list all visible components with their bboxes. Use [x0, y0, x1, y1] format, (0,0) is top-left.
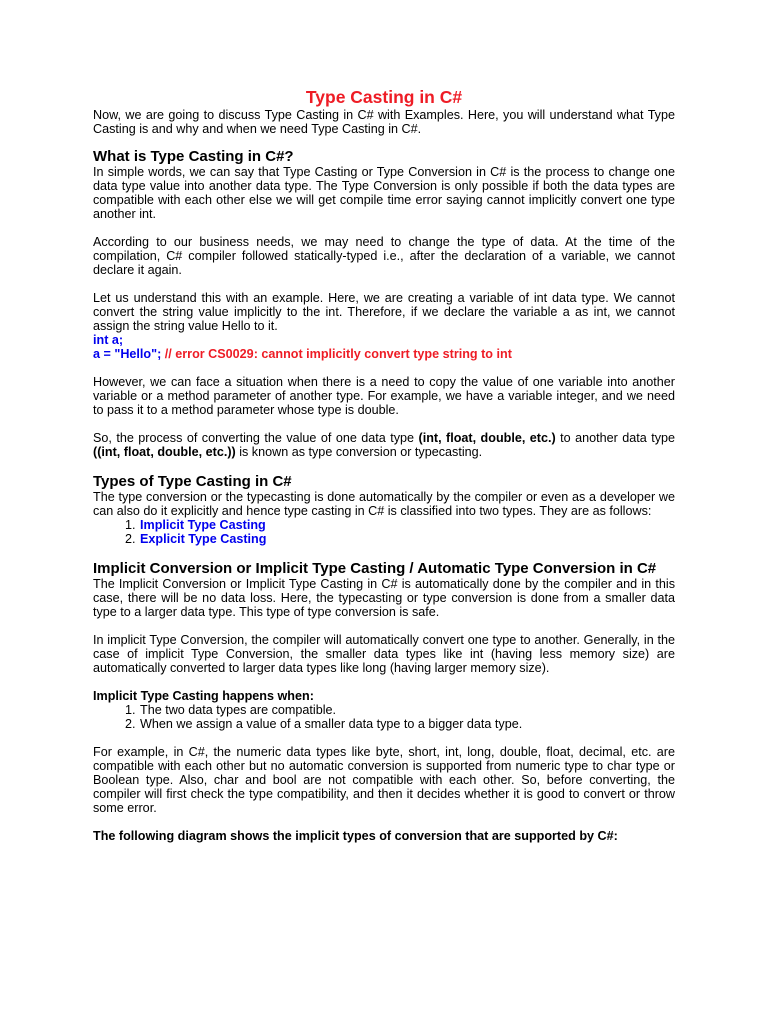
implicit-conditions-list [93, 703, 675, 731]
heading-implicit-conversion: Implicit Conversion or Implicit Type Casting / Automatic Type Conversion in C# [93, 560, 657, 577]
document-content [93, 86, 675, 843]
types-list [93, 518, 675, 546]
paragraph-types-intro: The type conversion or the typecasting is done automatically by the compiler or even as a developer we can also do it explicitly and hence type casting in C# is classified into two types. They are as follows: [93, 490, 675, 518]
list-item: 1. The two data types are compatible. [139, 703, 675, 717]
code-error-comment: // error CS0029: cannot implicitly convert type string to int [164, 347, 512, 361]
link-explicit-type-casting[interactable]: Explicit Type Casting [140, 532, 267, 546]
code-assignment: a = "Hello"; [93, 347, 165, 361]
process-text-2: to another data type [555, 431, 676, 445]
paragraph-process [93, 431, 675, 459]
link-implicit-type-casting[interactable]: Implicit Type Casting [140, 518, 266, 532]
heading-implicit-when: Implicit Type Casting happens when: [93, 689, 314, 703]
paragraph-situation: However, we can face a situation when there is a need to copy the value of one variable into another variable or a method parameter of another type. For example, we have a variable integer, and we need to pass it to a method parameter whose type is double. [93, 375, 675, 417]
paragraph-numeric-compat: For example, in C#, the numeric data types like byte, short, int, long, double, float, decimal, etc. are compatible with each other but no automatic conversion is supported from numeric type to char type or Boolean type. Also, char and bool are not compatible with each other. So, before converting, the compiler will first check the type compatibility, and then it decides whether it is good to convert or throw some error. [93, 745, 675, 815]
paragraph-implicit-def: The Implicit Conversion or Implicit Type Casting in C# is automatically done by the compiler and in this case, there will be no data loss. Here, the typecasting or type conversion is done from a smaller data type to a larger data type. This type of type conversion is safe. [93, 577, 675, 619]
paragraph-implicit-compiler: In implicit Type Conversion, the compiler will automatically convert one type to another. Generally, in the case of implicit Type Conversion, the smaller data types like int (having less memory size) are automatically converted to larger data types like long (having larger memory size). [93, 633, 675, 675]
code-line-1 [93, 333, 675, 347]
process-text-3: is known as type conversion or typecasting. [235, 445, 483, 459]
page-title: Type Casting in C# [305, 87, 463, 107]
paragraph-example: Let us understand this with an example. Here, we are creating a variable of int data type. We cannot convert the string value implicitly to the int. Therefore, if we declare the variable a as int, we cannot assign the string value Hello to it. [93, 291, 675, 333]
intro-paragraph: Now, we are going to discuss Type Casting in C# with Examples. Here, you will understand what Type Casting is and why and when we need Type Casting in C#. [93, 108, 675, 136]
diagram-caption: The following diagram shows the implicit types of conversion that are supported by C#: [93, 829, 618, 843]
paragraph-business-needs: According to our business needs, we may need to change the type of data. At the time of the compilation, C# compiler followed statically-typed i.e., after the declaration of a variable, we cannot declare it again. [93, 235, 675, 277]
code-line-2 [93, 347, 675, 361]
process-text-1: So, the process of converting the value of one data type [93, 431, 419, 445]
process-types-1: (int, float, double, etc.) [418, 431, 556, 445]
process-types-2: ((int, float, double, etc.)) [93, 445, 236, 459]
heading-types-of-type-casting: Types of Type Casting in C# [93, 473, 292, 490]
paragraph-definition: In simple words, we can say that Type Casting or Type Conversion in C# is the process to change one data type value into another data type. The Type Conversion is only possible if both the data types are compatible with each other else we will get compile time error saying cannot implicitly convert one type another int. [93, 165, 675, 221]
heading-what-is-type-casting: What is Type Casting in C#? [93, 148, 294, 165]
list-item-explicit[interactable] [139, 532, 675, 546]
code-declaration: int a; [93, 333, 124, 347]
list-item-implicit[interactable] [139, 518, 675, 532]
list-item: 2. When we assign a value of a smaller data type to a bigger data type. [139, 717, 675, 731]
